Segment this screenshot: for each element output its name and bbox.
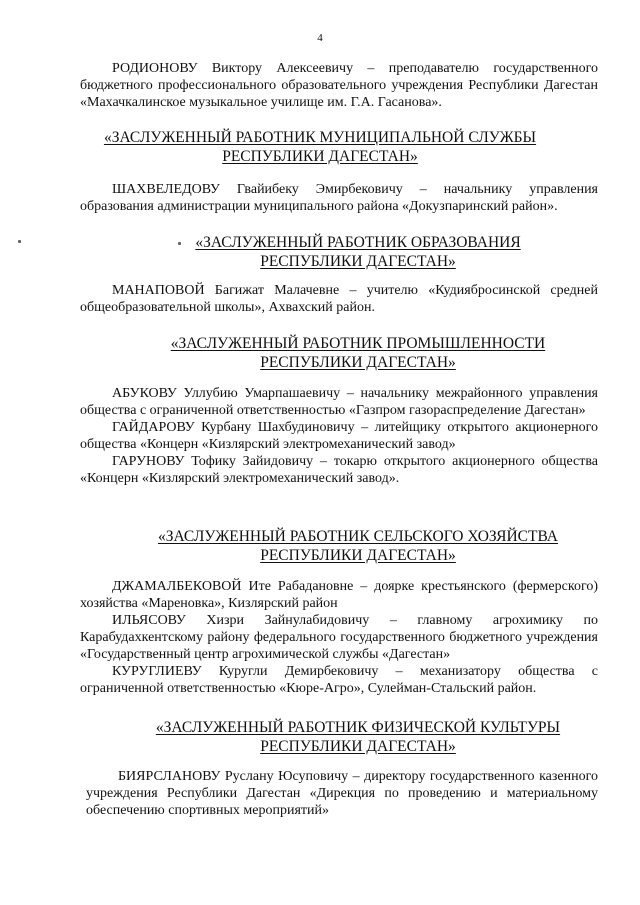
award-recipients-education bbox=[80, 282, 598, 316]
recipient-paragraph: ДЖАМАЛБЕКОВОЙ Ите Рабадановне – доярке крестьянского (фермерского) хозяйства «Мареновка», Кизлярский район bbox=[80, 579, 598, 611]
award-recipients-municipal-service bbox=[80, 181, 598, 215]
award-heading-industry bbox=[38, 334, 640, 372]
recipient-paragraph: КУРУГЛИЕВУ Куругли Демирбековичу – механизатору общества с ограниченной ответственностью «Кюре-Агро», Сулейман-Стальский район. bbox=[80, 664, 598, 696]
award-recipients-industry bbox=[80, 385, 598, 487]
award-recipients-agriculture bbox=[80, 578, 598, 697]
award-heading-line: РЕСПУБЛИКИ ДАГЕСТАН» bbox=[260, 547, 456, 564]
award-heading-line: «ЗАСЛУЖЕННЫЙ РАБОТНИК ОБРАЗОВАНИЯ bbox=[195, 234, 521, 251]
award-recipients-continued bbox=[80, 60, 598, 111]
award-heading-line: РЕСПУБЛИКИ ДАГЕСТАН» bbox=[260, 354, 456, 371]
award-recipients-physical-culture bbox=[86, 768, 598, 819]
recipient-paragraph: ИЛЬЯСОВУ Хизри Зайнулабидовичу – главному агрохимику по Карабудахкентскому району федерального государственного бюджетного учреждения «Государственный центр агрохимической службы «Дагестан» bbox=[80, 613, 598, 662]
recipient-paragraph: ГАРУНОВУ Тофику Зайидовичу – токарю открытого акционерного общества «Концерн «Кизлярский электромеханический завод». bbox=[80, 454, 598, 486]
page-number: 4 bbox=[317, 32, 323, 44]
award-heading-line: «ЗАСЛУЖЕННЫЙ РАБОТНИК МУНИЦИПАЛЬНОЙ СЛУЖБЫ bbox=[103, 129, 537, 146]
recipient-paragraph: БИЯРСЛАНОВУ Руслану Юсуповичу – директору государственного казенного учреждения Республики Дагестан «Дирекция по проведению и материальному обеспечению спортивных мероприятий» bbox=[86, 769, 598, 818]
recipient-paragraph: ШАХВЕЛЕДОВУ Гвайибеку Эмирбековичу – начальнику управления образования администрации муниципального района «Докузпаринский район». bbox=[80, 182, 598, 214]
award-heading-line: РЕСПУБЛИКИ ДАГЕСТАН» bbox=[260, 738, 456, 755]
award-heading-agriculture bbox=[38, 527, 640, 565]
award-heading-line: РЕСПУБЛИКИ ДАГЕСТАН» bbox=[222, 148, 418, 165]
recipient-paragraph: ГАЙДАРОВУ Курбану Шахбудиновичу – литейщику открытого акционерного общества «Концерн «Кизлярский электромеханический завод» bbox=[80, 420, 598, 452]
award-heading-line: РЕСПУБЛИКИ ДАГЕСТАН» bbox=[260, 253, 456, 270]
scan-speck bbox=[18, 240, 21, 243]
recipient-paragraph: РОДИОНОВУ Виктору Алексеевичу – преподавателю государственного бюджетного профессионального образовательного учреждения Республики Дагестан «Махачкалинское музыкальное училище им. Г.А. Гасанова». bbox=[80, 61, 598, 110]
scan-speck bbox=[178, 242, 181, 245]
recipient-paragraph: АБУКОВУ Уллубию Умарпашаевичу – начальнику межрайонного управления общества с ограниченной ответственностью «Газпром газораспределение Дагестан» bbox=[80, 386, 598, 418]
award-heading-physical-culture bbox=[38, 718, 640, 756]
award-heading-line: «ЗАСЛУЖЕННЫЙ РАБОТНИК СЕЛЬСКОГО ХОЗЯЙСТВА bbox=[157, 528, 559, 545]
award-heading-line: «ЗАСЛУЖЕННЫЙ РАБОТНИК ПРОМЫШЛЕННОСТИ bbox=[170, 335, 546, 352]
award-heading-education bbox=[38, 233, 640, 271]
award-heading-municipal-service bbox=[0, 128, 640, 166]
award-heading-line: «ЗАСЛУЖЕННЫЙ РАБОТНИК ФИЗИЧЕСКОЙ КУЛЬТУРЫ bbox=[155, 719, 561, 736]
recipient-paragraph: МАНАПОВОЙ Багижат Малачевне – учителю «Кудиябросинской средней общеобразовательной школы», Ахвахский район. bbox=[80, 283, 598, 315]
